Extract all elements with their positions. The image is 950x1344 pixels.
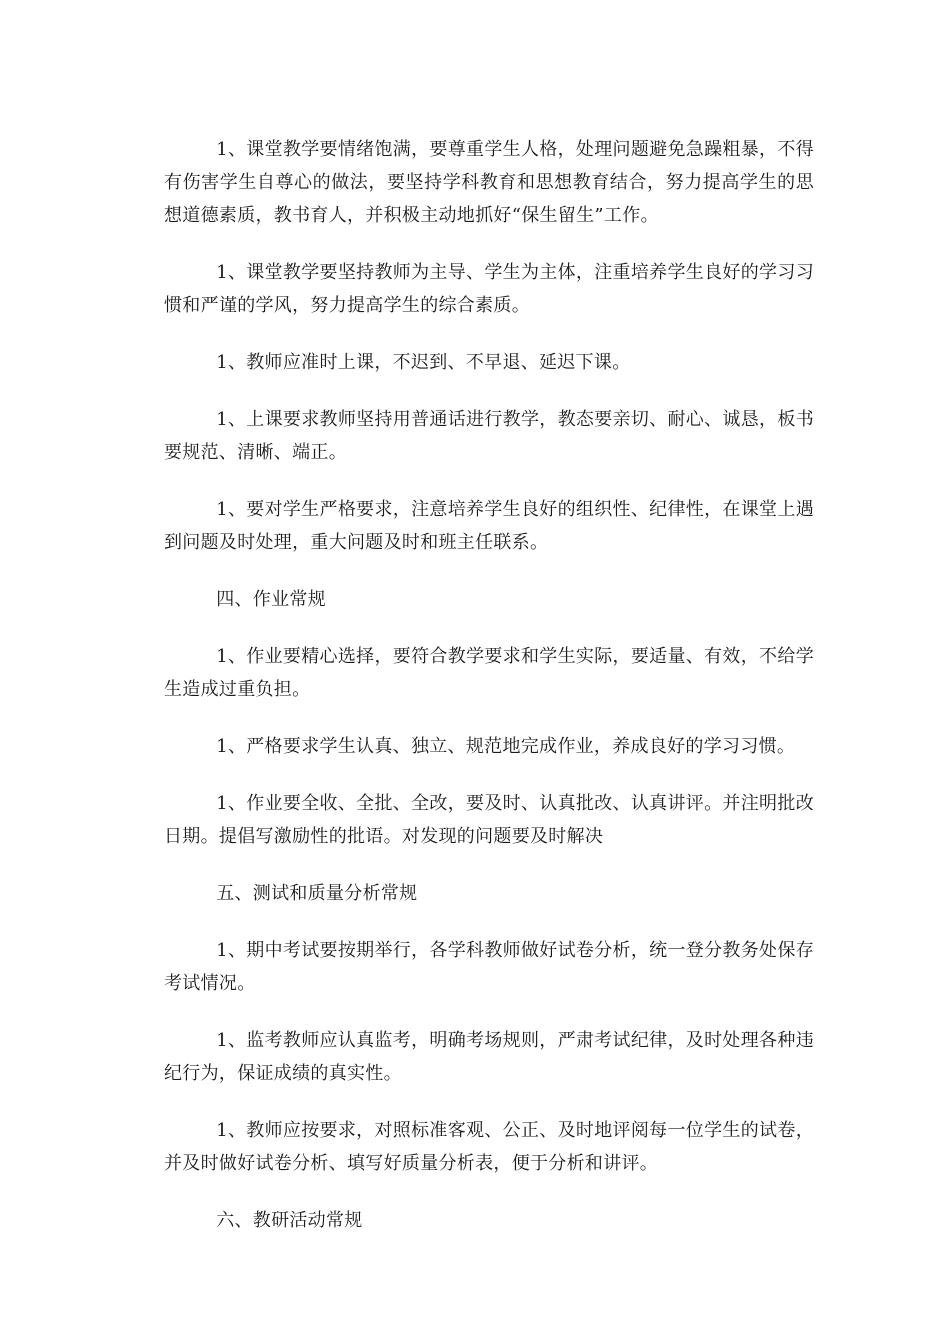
- paragraph: 1、课堂教学要坚持教师为主导、学生为主体，注重培养学生良好的学习习惯和严谨的学风，努力提高学生的综合素质。: [164, 262, 814, 316]
- document-body: [164, 133, 814, 1261]
- paragraph: 1、上课要求教师坚持用普通话进行教学，教态要亲切、耐心、诚恳，板书要规范、清晰、端正。: [164, 409, 814, 463]
- paragraph: 1、教师应准时上课，不迟到、不早退、延迟下课。: [216, 352, 631, 373]
- section-heading: 五、测试和质量分析常规: [216, 883, 418, 904]
- paragraph: 1、期中考试要按期举行，各学科教师做好试卷分析，统一登分教务处保存考试情况。: [164, 940, 814, 994]
- paragraph: 1、作业要精心选择，要符合教学要求和学生实际，要适量、有效，不给学生造成过重负担。: [164, 646, 814, 700]
- paragraph: 1、要对学生严格要求，注意培养学生良好的组织性、纪律性，在课堂上遇到问题及时处理，重大问题及时和班主任联系。: [164, 499, 814, 553]
- paragraph: 1、教师应按要求，对照标准客观、公正、及时地评阅每一位学生的试卷，并及时做好试卷分析、填写好质量分析表，便于分析和讲评。: [164, 1120, 814, 1174]
- section-heading: 四、作业常规: [216, 589, 326, 610]
- paragraph: 1、严格要求学生认真、独立、规范地完成作业，养成良好的学习习惯。: [216, 736, 796, 757]
- paragraph: 1、监考教师应认真监考，明确考场规则，严肃考试纪律，及时处理各种违纪行为，保证成绩的真实性。: [164, 1030, 814, 1084]
- paragraph: 1、作业要全收、全批、全改，要及时、认真批改、认真讲评。并注明批改日期。提倡写激励性的批语。对发现的问题要及时解决: [164, 793, 814, 847]
- section-heading: 六、教研活动常规: [216, 1210, 363, 1231]
- paragraph: 1、课堂教学要情绪饱满，要尊重学生人格，处理问题避免急躁粗暴，不得有伤害学生自尊心的做法，要坚持学科教育和思想教育结合，努力提高学生的思想道德素质，教书育人，并积极主动地抓好“保生留生”工作。: [164, 139, 814, 226]
